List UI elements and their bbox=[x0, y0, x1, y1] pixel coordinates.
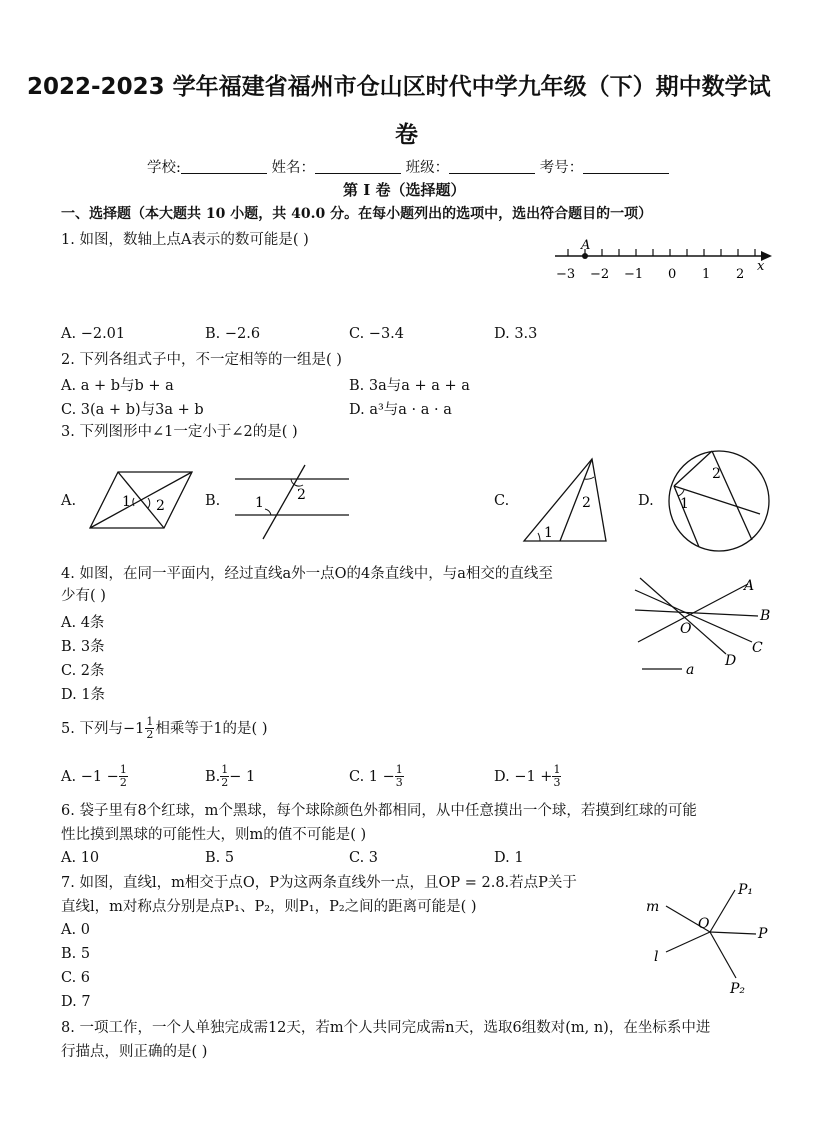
section-title: 一、选择题（本大题共 10 小题，共 40.0 分。在每小题列出的选项中，选出符合题目的一项） bbox=[61, 206, 653, 222]
tick-label: −3 bbox=[556, 267, 576, 282]
tick-label: −1 bbox=[624, 267, 644, 282]
q7-option-c[interactable]: C. 6 bbox=[61, 970, 91, 986]
exam-title-line1: 2022-2023 学年福建省福州市仓山区时代中学九年级（下）期中数学试 bbox=[27, 74, 771, 100]
q1-option-a[interactable]: A. −2.01 bbox=[61, 326, 126, 342]
q8-stem-line1: 8. 一项工作，一个人单独完成需12天，若m个人共同完成需n天，选取6组数对(m, n)，在坐标系中进 bbox=[61, 1020, 711, 1036]
school-label: 学校: bbox=[147, 160, 181, 176]
q6-option-a[interactable]: A. 10 bbox=[61, 850, 100, 866]
tick-label: 2 bbox=[736, 267, 745, 282]
q4-option-b[interactable]: B. 3条 bbox=[61, 639, 105, 655]
angle-2-label: 2 bbox=[297, 487, 306, 503]
angle-2-label: 2 bbox=[582, 495, 591, 511]
q1-stem: 1. 如图，数轴上点A表示的数可能是( ) bbox=[61, 232, 309, 248]
q5-option-d[interactable] bbox=[494, 764, 561, 789]
q7-option-b[interactable]: B. 5 bbox=[61, 946, 91, 962]
number-label: 考号： bbox=[539, 160, 584, 176]
fraction-numerator: 1 bbox=[221, 763, 229, 776]
q6-option-c[interactable]: C. 3 bbox=[349, 850, 379, 866]
point-o-label: O bbox=[698, 916, 710, 932]
tick-label: 0 bbox=[668, 267, 677, 282]
q4-figure-lines bbox=[630, 570, 780, 682]
q6-option-d[interactable]: D. 1 bbox=[494, 850, 524, 866]
point-a-label: A bbox=[581, 238, 591, 253]
q7-option-d[interactable]: D. 7 bbox=[61, 994, 91, 1010]
option-text: A. −1 − bbox=[61, 768, 119, 785]
q1-option-b[interactable]: B. −2.6 bbox=[205, 326, 261, 342]
q3-option-c[interactable]: C. bbox=[494, 493, 510, 509]
class-label: 班级： bbox=[405, 160, 450, 176]
line-d-label: D bbox=[725, 653, 737, 669]
point-p1-label: P₁ bbox=[738, 882, 754, 898]
option-text: − 1 bbox=[229, 768, 256, 785]
name-label: 姓名： bbox=[271, 160, 315, 176]
q3-figure-parallel-lines bbox=[233, 463, 353, 543]
q4-option-d[interactable]: D. 1条 bbox=[61, 687, 106, 703]
fraction-numerator: 1 bbox=[553, 763, 561, 776]
line-a-label: A bbox=[744, 578, 755, 594]
option-text: D. −1 + bbox=[494, 768, 553, 785]
angle-2-label: 2 bbox=[156, 498, 165, 514]
angle-1-label: 1 bbox=[544, 525, 553, 541]
q2-option-d[interactable]: D. a³与a · a · a bbox=[349, 402, 452, 418]
q5-option-a[interactable] bbox=[61, 764, 128, 789]
fraction-denominator: 2 bbox=[119, 776, 127, 789]
line-l-label: l bbox=[654, 949, 659, 965]
q3-figure-triangle bbox=[520, 455, 620, 545]
q2-stem: 2. 下列各组式子中，不一定相等的一组是( ) bbox=[61, 352, 342, 368]
part-title: 第 I 卷（选择题） bbox=[343, 181, 466, 199]
q5-stem-pre: 5. 下列与−1 bbox=[61, 720, 145, 737]
name-blank bbox=[315, 159, 401, 174]
fraction-denominator: 3 bbox=[553, 776, 561, 789]
q3-option-b[interactable]: B. bbox=[205, 493, 221, 509]
fraction-denominator: 2 bbox=[146, 728, 154, 741]
q2-option-c[interactable]: C. 3(a + b)与3a + b bbox=[61, 402, 204, 418]
tick-label: 1 bbox=[702, 267, 711, 282]
q5-stem-fraction bbox=[145, 716, 154, 741]
option-text: C. 1 − bbox=[349, 768, 395, 785]
exam-title-line2: 卷 bbox=[395, 122, 418, 148]
fraction-numerator: 1 bbox=[119, 763, 127, 776]
fraction-denominator: 3 bbox=[395, 776, 403, 789]
school-blank bbox=[181, 159, 267, 174]
q1-option-c[interactable]: C. −3.4 bbox=[349, 326, 405, 342]
angle-1-label: 1 bbox=[255, 495, 264, 511]
q2-option-a[interactable]: A. a + b与b + a bbox=[61, 378, 174, 394]
q5-option-c[interactable] bbox=[349, 764, 404, 789]
q4-option-c[interactable]: C. 2条 bbox=[61, 663, 105, 679]
line-b-label: B bbox=[760, 608, 771, 624]
q7-figure-reflection bbox=[640, 876, 780, 998]
q2-option-b[interactable]: B. 3a与a + a + a bbox=[349, 378, 470, 394]
point-p-label: P bbox=[758, 926, 768, 942]
line-c-label: C bbox=[752, 640, 763, 656]
number-blank bbox=[583, 159, 669, 174]
q6-option-b[interactable]: B. 5 bbox=[205, 850, 235, 866]
q1-option-d[interactable]: D. 3.3 bbox=[494, 326, 538, 342]
q3-stem: 3. 下列图形中∠1一定小于∠2的是( ) bbox=[61, 424, 298, 440]
q4-stem-line2: 少有( ) bbox=[61, 588, 106, 604]
q7-stem-line2: 直线l，m对称点分别是点P₁、P₂，则P₁，P₂之间的距离可能是( ) bbox=[61, 899, 477, 915]
angle-2-label: 2 bbox=[712, 466, 721, 482]
info-line bbox=[147, 158, 669, 178]
fraction-denominator: 2 bbox=[221, 776, 229, 789]
axis-x-label: x bbox=[757, 259, 765, 274]
q3-option-a[interactable]: A. bbox=[61, 493, 77, 509]
point-a bbox=[582, 253, 588, 259]
option-fraction bbox=[395, 764, 404, 789]
q6-stem-line2: 性比摸到黑球的可能性大，则m的值不可能是( ) bbox=[61, 827, 367, 843]
fraction-numerator: 1 bbox=[395, 763, 403, 776]
q8-stem-line2: 行描点，则正确的是( ) bbox=[61, 1044, 208, 1060]
axis-ticks bbox=[568, 249, 755, 256]
angle-1-label: 1 bbox=[680, 496, 689, 512]
line-lower-a-label: a bbox=[686, 662, 695, 678]
q5-stem-post: 相乘等于1的是( ) bbox=[155, 720, 268, 737]
q3-option-d[interactable]: D. bbox=[638, 493, 654, 509]
q3-figure-circle bbox=[664, 446, 774, 556]
option-text: B. bbox=[205, 768, 221, 785]
tick-label: −2 bbox=[590, 267, 610, 282]
class-blank bbox=[449, 159, 535, 174]
option-fraction bbox=[119, 764, 128, 789]
q7-option-a[interactable]: A. 0 bbox=[61, 922, 90, 938]
line-m-label: m bbox=[646, 899, 660, 915]
angle-1-label: 1 bbox=[122, 494, 131, 510]
q5-option-b[interactable] bbox=[205, 764, 255, 789]
point-o-label: O bbox=[680, 621, 692, 637]
option-fraction bbox=[220, 764, 229, 789]
fraction-numerator: 1 bbox=[146, 715, 154, 728]
q5-stem bbox=[61, 716, 267, 741]
q4-option-a[interactable]: A. 4条 bbox=[61, 615, 105, 631]
q4-stem-line1: 4. 如图，在同一平面内，经过直线a外一点O的4条直线中，与a相交的直线至 bbox=[61, 566, 553, 582]
point-p2-label: P₂ bbox=[730, 981, 746, 997]
q7-stem-line1: 7. 如图，直线l，m相交于点O，P为这两条直线外一点，且OP = 2.8.若点P关于 bbox=[61, 875, 577, 891]
q1-number-line bbox=[550, 236, 780, 286]
q3-figure-parallelogram bbox=[88, 468, 196, 534]
q6-stem-line1: 6. 袋子里有8个红球，m个黑球，每个球除颜色外都相同，从中任意摸出一个球，若摸到红球的可能 bbox=[61, 803, 697, 819]
option-fraction bbox=[552, 764, 561, 789]
